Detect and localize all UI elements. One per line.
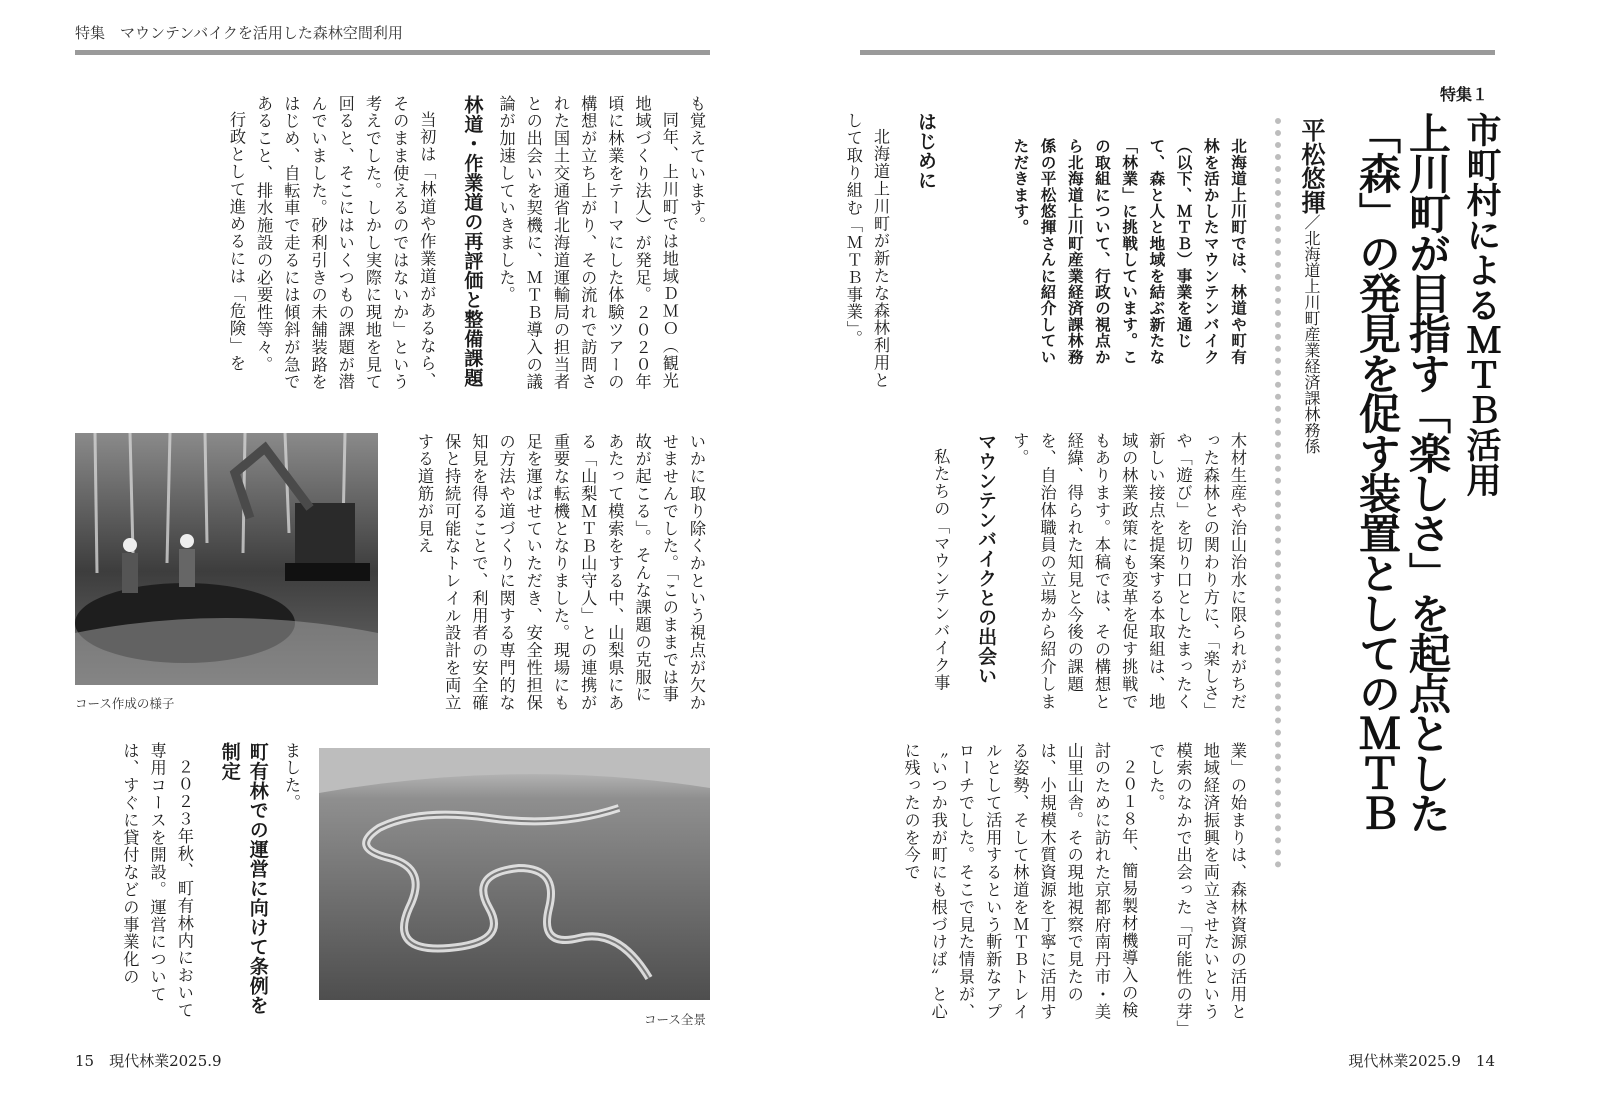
lead-paragraph: 北海道上川町では、林道や町有林を活かしたマウンテンバイク（以下、ＭＴＢ）事業を通じて、森と人と地域を結ぶ新たな「林業」に挑戦しています。この取組について、行政の視点から北海道上川町産業経済課林務係の平松悠揮さんに紹介していただきます。 (1011, 138, 1247, 365)
title-line-2: 上川町が目指す「楽しさ」を起点とした (1403, 112, 1452, 832)
feature-tag: 特集１ (1440, 85, 1489, 104)
body-paragraph: 行政として進めるには「危険」を (226, 111, 246, 373)
body-paragraph: ２０１８年、簡易製材機導入の検討のために訪れた京都府南丹市・美山里山舎。その現地視察で見たのは、小規模木質資源を丁寧に活用する姿勢、そして林道をＭＴＢトレイルとして活用するという斬新なアプローチでした。そこで見た情景が、〝いつか我が町にも根づけば〟と心に残ったのを今で (901, 742, 1139, 1021)
title-line-3: 「森」の発見を促す装置としてのＭＴＢ (1353, 112, 1402, 832)
running-head: 特集 マウンテンバイクを活用した森林空間利用 (75, 24, 403, 42)
right-lower-columns (860, 742, 1251, 1032)
left-upper-columns (75, 95, 710, 400)
title-line-1: 市町村によるＭＴＢ活用 (1461, 112, 1502, 497)
section-heading: はじめに (915, 112, 937, 190)
byline (1294, 118, 1329, 454)
body-paragraph: 同年、上川町では地域ＤＭＯ（観光地域づくり法人）が発足。２０２０年頃に林業をテーマにした体験ツアーの構想が立ち上がり、その流れで訪問された国土交通省北海道運輸局の担当者との出会いを契機に、ＭＴＢ導入の議論が加速していきました。 (496, 95, 679, 391)
photo1-caption: コース作成の様子 (75, 696, 175, 711)
body-paragraph: 私たちの「マウンテンバイク事 (931, 448, 951, 692)
body-paragraph: ２０２３年秋、町有林内において専用コースを開設。運営については、すぐに貸付などの事業化の (120, 742, 194, 1020)
body-paragraph: ました。 (282, 742, 301, 812)
left-folio: 15 現代林業2025.9 (75, 1052, 222, 1070)
left-lower-columns (75, 742, 305, 1032)
photo2-caption: コース全景 (644, 1012, 706, 1027)
right-header-rule (860, 50, 1495, 55)
section-heading: 町有林での運営に向けて条例を制定 (218, 742, 269, 1015)
photo-course-construction (75, 433, 378, 685)
author-name: 平松悠揮 (1297, 118, 1325, 214)
excavator-photo-icon (75, 433, 378, 685)
section-heading: マウンテンバイクとの出会い (975, 432, 998, 686)
section-heading: 林道・作業道の再評価と整備課題 (461, 95, 484, 388)
right-folio: 現代林業2025.9 14 (1348, 1052, 1495, 1070)
body-paragraph: 当初は「林道や作業道があるなら、そのまま使えるのではないか」という考えでした。しかし実際に現地を見て回ると、そこにはいくつもの課題が潜んでいました。砂利引きの未舗装路をはじめ、自転車で走るには傾斜が急であること、排水施設の必要性等々。 (254, 95, 437, 391)
left-middle-columns (413, 433, 710, 718)
right-upper-columns (843, 112, 940, 402)
body-paragraph: 業」の始まりは、森林資源の活用と地域経済振興を両立させたいという模索のなかで出会った「可能性の芽」でした。 (1146, 742, 1247, 1030)
body-paragraph: も覚えています。 (687, 95, 706, 235)
left-header-rule (75, 50, 710, 55)
photo-course-overview (319, 748, 710, 1000)
dotted-divider (1275, 118, 1281, 868)
body-paragraph: 北海道上川町が新たな森林利用として取り組む「ＭＴＢ事業」。 (843, 112, 890, 390)
body-paragraph: 木材生産や治山治水に限られがちだった森林との関わり方に、「楽しさ」や「遊び」を切り口としたまったく新しい接点を提案する本取組は、地域の林業政策にも変革を促す挑戦でもあります。本稿では、その構想と経緯、得られた知見と今後の課題を、自治体職員の立場から紹介します。 (1010, 432, 1247, 720)
trail-photo-icon (319, 748, 710, 1000)
body-paragraph: いかに取り除くかという視点が欠かせませんでした。「このままでは事故が起こる」。そんな課題の克服にあたって模索をする中、山梨県にある「山梨ＭＴＢ山守人」との連携が重要な転機となりました。現場にも足を運ばせていただき、安全性担保の方法や道づくりに関する専門的な知見を得ることで、利用者の安全確保と持続可能なトレイル設計を両立する道筋が見え (414, 433, 706, 712)
author-affiliation: ／北海道上川町産業経済課林務係 (1302, 214, 1321, 454)
right-middle-columns (860, 432, 1251, 722)
